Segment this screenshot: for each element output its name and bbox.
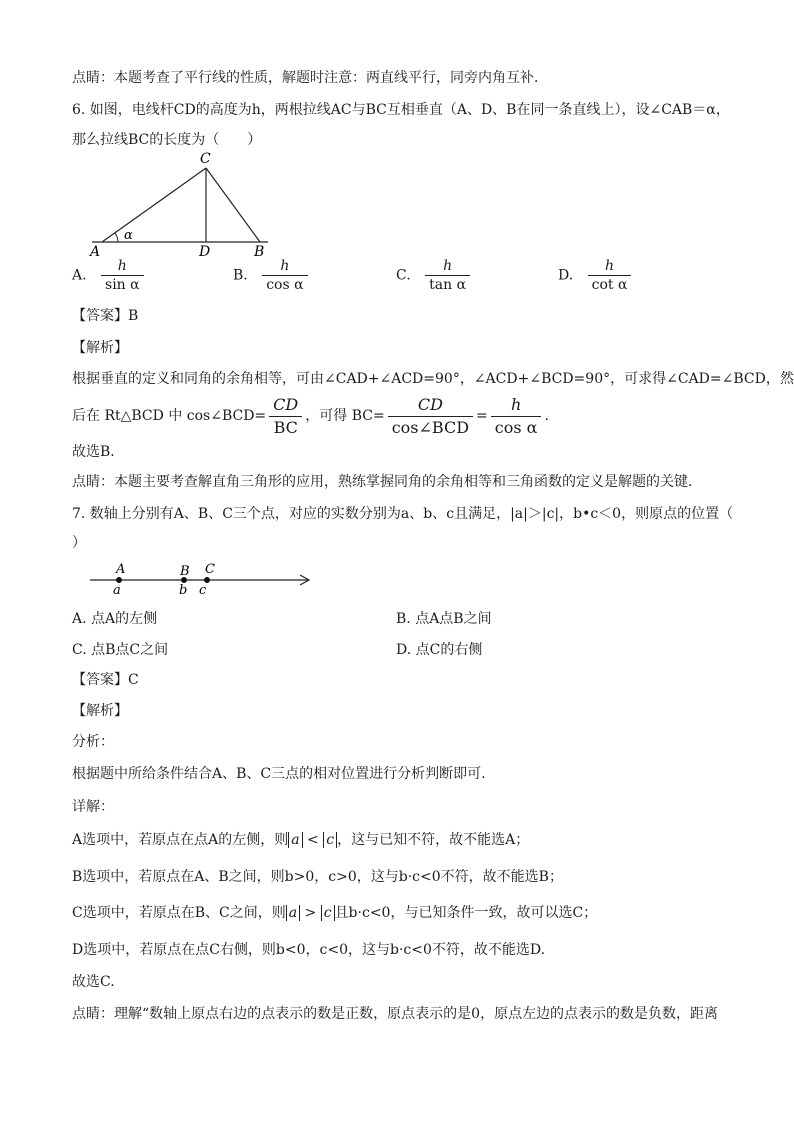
- q7-analysis-label: 【解析】: [72, 703, 128, 719]
- q6-figure-side-ac: [102, 168, 206, 242]
- q7-number-line-figure: [86, 558, 316, 602]
- q7-detail-a: A选项中，若原点在点A的左侧，则 a < c ，这与已知不符，故不能选A；: [72, 832, 530, 848]
- q7-fenxi-text: 根据题中所给条件结合A、B、C三点的相对位置进行分析判断即可.: [72, 766, 486, 782]
- q6-analysis-line2: 后在 Rt△BCD 中 cos∠BCD= $\frac{CD}{BC}$ ，可得 BC= $\frac{CD}{\text{cos∠BCD}}$ = $\frac{h}{\text{cos α}}$ .: [72, 394, 549, 437]
- q7-choose: 故选C.: [72, 974, 115, 990]
- q6-option-d-letter: D.: [558, 267, 574, 284]
- q7-option-a[interactable]: A. 点A的左侧: [72, 611, 158, 627]
- q6-option-b-letter: B.: [233, 267, 248, 284]
- q6-answer: 【答案】B: [72, 308, 139, 324]
- q6-option-b-fraction: $\frac{h}{\text{cos α}}$: [262, 258, 307, 293]
- q6-option-d-fraction: $\frac{h}{\text{cot α}}$: [588, 258, 632, 293]
- q7-option-c[interactable]: C. 点B点C之间: [72, 642, 169, 658]
- q7-label-c: c: [199, 583, 207, 598]
- q6-option-d[interactable]: [558, 258, 634, 293]
- q7-stem-line1: 7. 数轴上分别有A、B、C三个点，对应的实数分别为a、b、c且满足，|a|＞|c|，b•c＜0，则原点的位置（: [72, 506, 734, 522]
- q7-label-C: C: [205, 562, 215, 577]
- q7-label-a: a: [113, 583, 121, 598]
- q7-option-b[interactable]: B. 点A点B之间: [396, 611, 492, 627]
- q7-label-A: A: [116, 562, 126, 577]
- q6-option-c-letter: C.: [396, 267, 411, 284]
- q7-detail-c: C选项中，若原点在B、C之间，则 a > c 且b·c<0，与已知条件一致，故可以选C；: [72, 905, 598, 921]
- q6-option-a-letter: A.: [72, 267, 87, 284]
- q6-label-d: D: [199, 244, 211, 260]
- q6-fraction-h-over-cos: $\frac{h}{\text{cos α}}$: [491, 395, 542, 438]
- q7-xiangjie-heading: 详解：: [72, 799, 114, 815]
- q6-label-alpha: α: [124, 228, 133, 243]
- q6-option-b[interactable]: [233, 258, 311, 293]
- q6-label-c: C: [200, 151, 211, 167]
- q6-stem-line2: 那么拉线BC的长度为（ ）: [72, 132, 262, 148]
- q6-note: 点睛：本题主要考查解直角三角形的应用，熟练掌握同角的余角相等和三角函数的定义是解题的关键．: [72, 474, 702, 490]
- q7-label-B: B: [180, 564, 190, 579]
- q6-choose: 故选B．: [72, 444, 125, 460]
- q7-detail-b: B选项中，若原点在A、B之间，则b>0，c>0，这与b·c<0不符，故不能选B；: [72, 869, 563, 885]
- q7-detail-d: D选项中，若原点在点C右侧，则b<0，c<0，这与b·c<0不符，故不能选D.: [72, 942, 546, 958]
- q6-analysis-line1: 根据垂直的定义和同角的余角相等，可由∠CAD+∠ACD=90°，∠ACD+∠BCD=90°，可求得∠CAD=∠BCD，然: [72, 371, 794, 387]
- q6-figure-side-bc: [206, 168, 260, 242]
- q7-note: 点睛：理解“数轴上原点右边的点表示的数是正数，原点表示的是0，原点左边的点表示的数是负数，距离: [72, 1006, 719, 1022]
- q6-fraction-cd-over-bc: $\frac{CD}{BC}$: [269, 395, 302, 438]
- q6-label-b: B: [254, 244, 265, 260]
- q6-analysis-label: 【解析】: [72, 340, 128, 356]
- q7-answer: 【答案】C: [72, 672, 139, 688]
- note-q5: 点睛：本题考查了平行线的性质，解题时注意：两直线平行，同旁内角互补．: [72, 70, 548, 86]
- q7-fenxi-heading: 分析：: [72, 734, 114, 750]
- q7-option-d[interactable]: D. 点C的右侧: [396, 642, 483, 658]
- q6-option-a[interactable]: [72, 258, 147, 293]
- q6-figure-angle-arc: [115, 233, 118, 242]
- q6-label-a: A: [90, 244, 101, 260]
- q6-triangle-figure: [84, 150, 274, 260]
- q7-label-b: b: [179, 583, 188, 598]
- q6-option-c[interactable]: [396, 258, 473, 293]
- q6-fraction-cd-over-cos: $\frac{CD}{\text{cos∠BCD}}$: [388, 395, 473, 438]
- q7-stem-line2: ）: [72, 535, 86, 551]
- q6-option-a-fraction: $\frac{h}{\text{sin α}}$: [101, 258, 144, 293]
- q6-stem-line1: 6. 如图，电线杆CD的高度为h，两根拉线AC与BC互相垂直（A、D、B在同一条直线上），设∠CAB＝α，: [72, 102, 730, 118]
- q6-option-c-fraction: $\frac{h}{\text{tan α}}$: [425, 258, 470, 293]
